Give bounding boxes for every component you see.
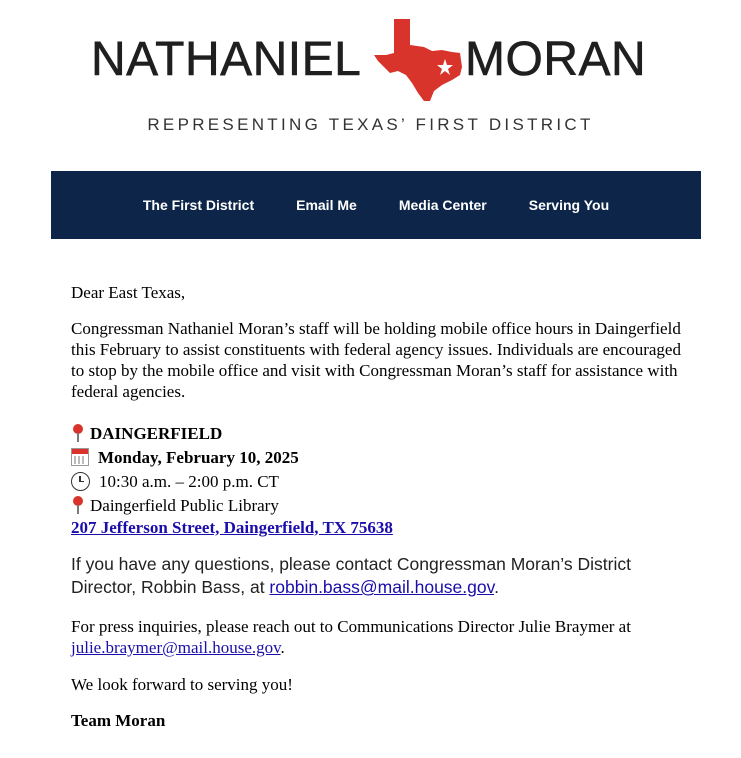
event-date: Monday, February 10, 2025: [98, 447, 299, 467]
signature: Team Moran: [71, 711, 166, 730]
nav-item-media-center[interactable]: Media Center: [398, 197, 487, 213]
event-date-line: [71, 445, 393, 469]
intro-paragraph: Congressman Nathaniel Moran’s staff will be holding mobile office hours in Daingerfield this February to assist constituents with federal agency issues. Individuals are encouraged to stop by the mobile office and visit with Congressman Moran’s staff for assistance with federal agencies.: [71, 319, 681, 401]
texas-state-icon: [372, 17, 466, 103]
nav-item-serving-you[interactable]: Serving You: [528, 197, 610, 213]
press-email-link[interactable]: julie.braymer@mail.house.gov: [71, 638, 281, 657]
contact-text: If you have any questions, please contact Congressman Moran’s District Director, Robbin Bass, at: [71, 554, 631, 597]
logo-name-right: MORAN: [465, 33, 647, 86]
event-details: [71, 421, 393, 537]
contact-suffix: .: [494, 577, 499, 597]
nav-item-email-me[interactable]: Email Me: [296, 197, 357, 213]
pushpin-icon: [71, 423, 85, 443]
event-city: DAINGERFIELD: [90, 423, 223, 443]
nav-bar: [51, 171, 701, 239]
press-suffix: .: [280, 638, 285, 657]
event-venue-line: [71, 493, 393, 517]
closing-line: We look forward to serving you!: [71, 675, 293, 694]
event-address-line: [71, 517, 393, 537]
press-text: For press inquiries, please reach out to Communications Director Julie Braymer at: [71, 617, 631, 636]
event-time-line: [71, 469, 393, 493]
district-director-email-link[interactable]: robbin.bass@mail.house.gov: [269, 577, 495, 597]
logo-name-left: NATHANIEL: [91, 33, 362, 86]
event-address-link[interactable]: 207 Jefferson Street, Daingerfield, TX 75638: [71, 517, 393, 537]
press-paragraph: [71, 616, 691, 658]
nav-item-first-district[interactable]: The First District: [142, 197, 255, 213]
tagline: REPRESENTING TEXAS’ FIRST DISTRICT: [147, 115, 594, 134]
email-header: [0, 0, 741, 160]
logo: [0, 14, 741, 134]
contact-paragraph: [71, 553, 691, 599]
event-city-line: [71, 421, 393, 445]
greeting: Dear East Texas,: [71, 283, 186, 302]
pushpin-icon: [71, 495, 85, 515]
calendar-icon: [71, 448, 89, 466]
event-venue: Daingerfield Public Library: [90, 495, 279, 515]
event-time: 10:30 a.m. – 2:00 p.m. CT: [99, 471, 279, 491]
clock-icon: [71, 472, 90, 491]
